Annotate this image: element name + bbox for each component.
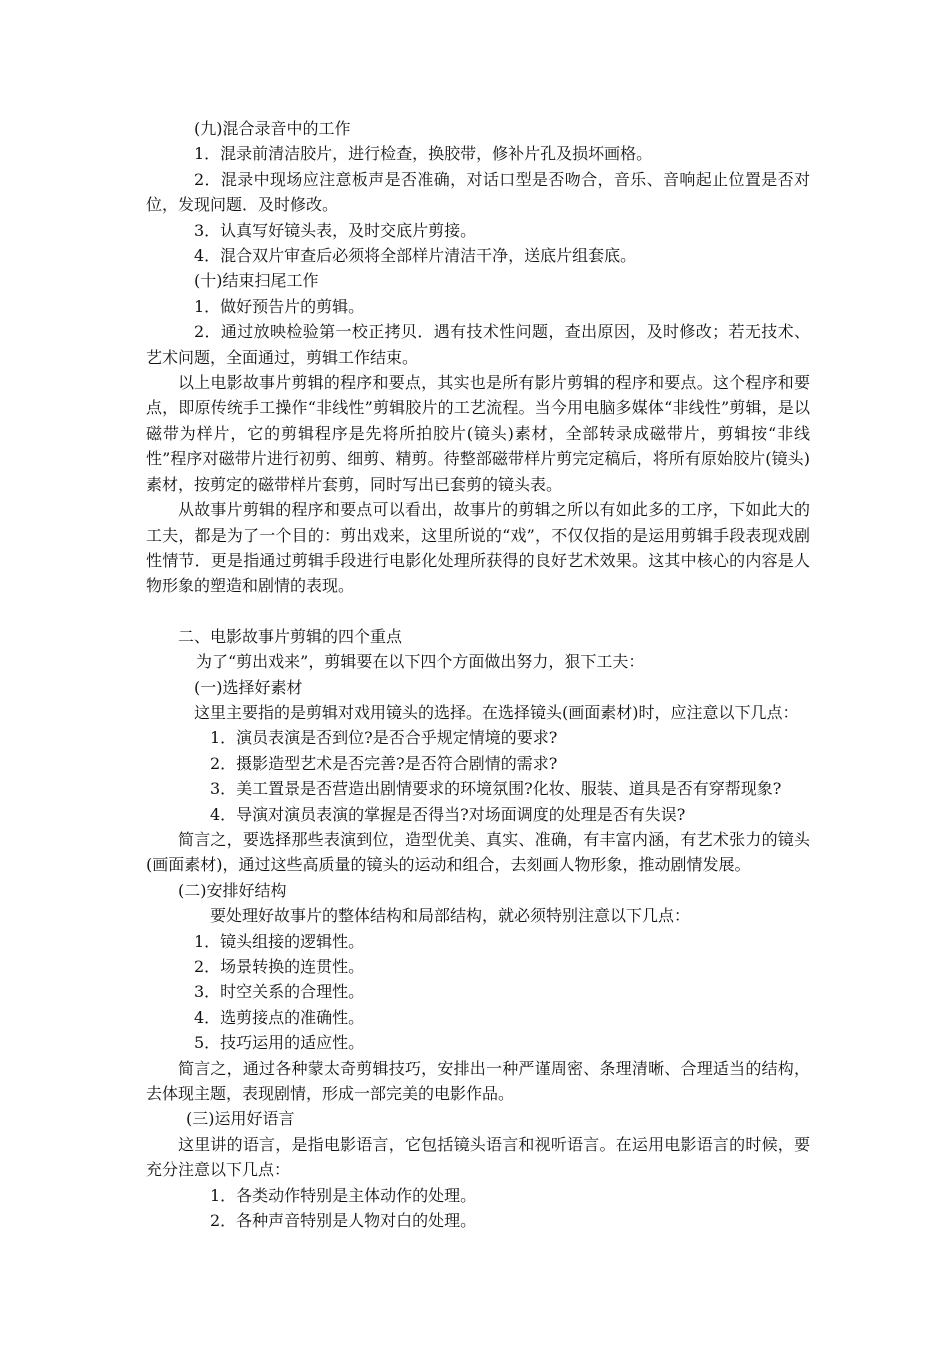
list-item: 2．各种声音特别是人物对白的处理。 — [210, 1211, 477, 1231]
chapter-heading: 二、电影故事片剪辑的四个重点 — [178, 626, 403, 646]
section-heading-10: (十)结束扫尾工作 — [194, 271, 319, 291]
list-item: 1．镜头组接的逻辑性。 — [194, 931, 365, 951]
list-item: 3．认真写好镜头表，及时交底片剪接。 — [194, 220, 477, 240]
list-item: 2．混录中现场应注意板声是否准确，对话口型是否吻合，音乐、音响起止位置是否对位，发现问题．及时修改。 — [146, 169, 810, 215]
body-paragraph: 从故事片剪辑的程序和要点可以看出，故事片的剪辑之所以有如此多的工序，下如此大的工夫，都是为了一个目的：剪出戏来，这里所说的“戏”，不仅仅指的是运用剪辑手段表现戏剧性情节．更是指通过剪辑手段进行电影化处理所获得的良好艺术效果。这其中核心的内容是人物形象的塑造和剧情的表现。 — [146, 500, 810, 596]
list-item: 5．技巧运用的适应性。 — [194, 1033, 365, 1053]
list-item: 4．混合双片审查后必须将全部样片清洁干净，送底片组套底。 — [194, 246, 637, 266]
list-item: 1．混录前清洁胶片，进行检查，换胶带，修补片孔及损坏画格。 — [194, 144, 653, 164]
body-paragraph: 这里主要指的是剪辑对戏用镜头的选择。在选择镜头(画面素材)时，应注意以下几点： — [194, 702, 799, 722]
section-heading-9: (九)混合录音中的工作 — [194, 119, 351, 138]
list-item: 2．场景转换的连贯性。 — [194, 957, 365, 976]
list-item: 2．通过放映检验第一校正拷贝．遇有技术性问题，查出原因，及时修改；若无技术、艺术问题，全面通过，剪辑工作结束。 — [146, 322, 810, 367]
list-item: 3．时空关系的合理性。 — [194, 982, 365, 1002]
list-item: 4．选剪接点的准确性。 — [194, 1007, 365, 1027]
body-paragraph: 简言之，要选择那些表演到位，造型优美、真实、准确，有丰富内涵，有艺术张力的镜头(画面素材)，通过这些高质量的镜头的运动和组合，去刻画人物形象，推动剧情发展。 — [146, 829, 810, 875]
list-item: 2．摄影造型艺术是否完善?是否符合剧情的需求? — [210, 753, 558, 773]
subsection-heading-1: (一)选择好素材 — [194, 677, 303, 697]
body-paragraph: 为了“剪出戏来”，剪辑要在以下四个方面做出努力，狠下工夫： — [196, 652, 645, 672]
list-item: 1．做好预告片的剪辑。 — [194, 296, 365, 316]
list-item: 1．演员表演是否到位?是否合乎规定情境的要求? — [210, 728, 558, 748]
list-item: 3．美工置景是否营造出剧情要求的环境氛围?化妆、服装、道具是否有穿帮现象? — [210, 779, 782, 799]
body-paragraph: 以上电影故事片剪辑的程序和要点，其实也是所有影片剪辑的程序和要点。这个程序和要点，即原传统手工操作“非线性”剪辑胶片的工艺流程。当今用电脑多媒体“非线性”剪辑，是以磁带为样片，它的剪辑程序是先将所拍胶片(镜头)素材，全部转录成磁带片，剪辑按“非线性”程序对磁带片进行初剪、细剪、精剪。待整部磁带样片剪完定稿后，将所有原始胶片(镜头)素材，按剪定的磁带样片套剪，同时写出已套剪的镜头表。 — [146, 373, 810, 494]
document-body — [146, 116, 810, 1233]
list-item: 1．各类动作特别是主体动作的处理。 — [210, 1185, 477, 1205]
body-paragraph: 简言之，通过各种蒙太奇剪辑技巧，安排出一种严谨周密、条理清晰、合理适当的结构，去体现主题，表现剧情，形成一部完美的电影作品。 — [146, 1058, 810, 1104]
subsection-heading-2: (二)安排好结构 — [178, 880, 287, 900]
list-item: 4．导演对演员表演的掌握是否得当?对场面调度的处理是否有失误? — [210, 804, 686, 824]
paragraph-spacer — [146, 599, 810, 624]
body-paragraph: 这里讲的语言，是指电影语言，它包括镜头语言和视听语言。在运用电影语言的时候，要充分注意以下几点： — [146, 1134, 810, 1180]
subsection-heading-3: (三)运用好语言 — [186, 1109, 295, 1129]
body-paragraph: 要处理好故事片的整体结构和局部结构，就必须特别注意以下几点： — [210, 906, 691, 926]
